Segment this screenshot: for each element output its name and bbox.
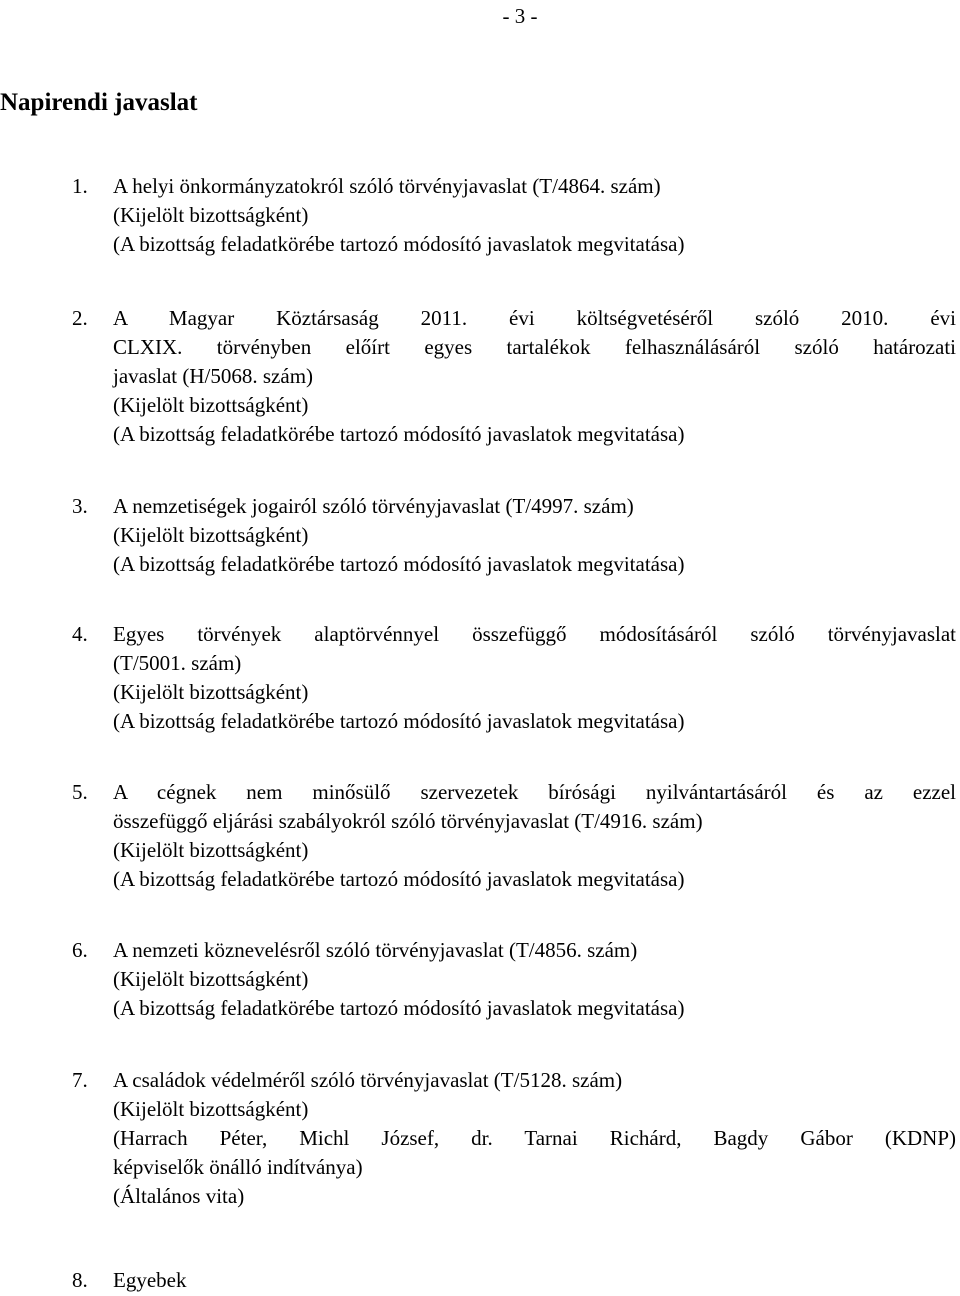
agenda-item-2: [72, 304, 956, 449]
item-title-line: A nemzeti köznevelésről szóló törvényjavaslat (T/4856. szám): [113, 938, 638, 962]
debate-scope-line: (A bizottság feladatkörébe tartozó módosító javaslatok megvitatása): [113, 552, 685, 576]
agenda-item-7: [72, 1066, 956, 1211]
item-title-line: A nemzetiségek jogairól szóló törvényjavaslat (T/4997. szám): [113, 494, 634, 518]
item-body: [113, 1266, 956, 1295]
item-title-line: A cégnek nem minősülő szervezetek bírósági nyilvántartásáról és az ezzel: [113, 780, 956, 804]
item-title-line: A helyi önkormányzatokról szóló törvényjavaslat (T/4864. szám): [113, 174, 661, 198]
item-number: 4.: [72, 622, 88, 646]
item-number: 1.: [72, 174, 88, 198]
submitters-line: képviselők önálló indítványa): [113, 1155, 363, 1179]
item-body: [113, 172, 956, 259]
item-number: 5.: [72, 780, 88, 804]
page-number: - 3 -: [502, 4, 538, 28]
item-body: [113, 492, 956, 579]
agenda-item-6: [72, 936, 956, 1023]
item-body: [113, 620, 956, 736]
item-number: 8.: [72, 1268, 88, 1292]
agenda-item-8: [72, 1266, 956, 1295]
item-body: [113, 304, 956, 449]
committee-role-line: (Kijelölt bizottságként): [113, 203, 309, 227]
item-title-line: CLXIX. törvényben előírt egyes tartalékok felhasználásáról szóló határozati: [113, 335, 956, 359]
item-number: 3.: [72, 494, 88, 518]
item-title-line: összefüggő eljárási szabályokról szóló törvényjavaslat (T/4916. szám): [113, 809, 703, 833]
item-body: [113, 778, 956, 894]
debate-scope-line: (A bizottság feladatkörébe tartozó módosító javaslatok megvitatása): [113, 232, 685, 256]
debate-type-line: (Általános vita): [113, 1184, 245, 1208]
item-number: 2.: [72, 306, 88, 330]
agenda-item-1: [72, 172, 956, 259]
agenda-item-5: [72, 778, 956, 894]
item-number: 6.: [72, 938, 88, 962]
page-title: Napirendi javaslat: [0, 89, 198, 116]
item-title-line: (T/5001. szám): [113, 651, 242, 675]
agenda-item-4: [72, 620, 956, 736]
committee-role-line: (Kijelölt bizottságként): [113, 838, 309, 862]
item-body: [113, 936, 956, 1023]
item-title-line: javaslat (H/5068. szám): [113, 364, 314, 388]
debate-scope-line: (A bizottság feladatkörébe tartozó módosító javaslatok megvitatása): [113, 867, 685, 891]
agenda-item-3: [72, 492, 956, 579]
item-title-line: Egyebek: [113, 1268, 187, 1292]
committee-role-line: (Kijelölt bizottságként): [113, 523, 309, 547]
committee-role-line: (Kijelölt bizottságként): [113, 393, 309, 417]
item-title-line: A Magyar Köztársaság 2011. évi költségvetéséről szóló 2010. évi: [113, 306, 956, 330]
debate-scope-line: (A bizottság feladatkörébe tartozó módosító javaslatok megvitatása): [113, 422, 685, 446]
debate-scope-line: (A bizottság feladatkörébe tartozó módosító javaslatok megvitatása): [113, 709, 685, 733]
item-title-line: Egyes törvények alaptörvénnyel összefüggő módosításáról szóló törvényjavaslat: [113, 622, 956, 646]
item-number: 7.: [72, 1068, 88, 1092]
committee-role-line: (Kijelölt bizottságként): [113, 1097, 309, 1121]
submitters-line: (Harrach Péter, Michl József, dr. Tarnai Richárd, Bagdy Gábor (KDNP): [113, 1126, 956, 1150]
committee-role-line: (Kijelölt bizottságként): [113, 680, 309, 704]
committee-role-line: (Kijelölt bizottságként): [113, 967, 309, 991]
debate-scope-line: (A bizottság feladatkörébe tartozó módosító javaslatok megvitatása): [113, 996, 685, 1020]
item-title-line: A családok védelméről szóló törvényjavaslat (T/5128. szám): [113, 1068, 623, 1092]
item-body: [113, 1066, 956, 1211]
